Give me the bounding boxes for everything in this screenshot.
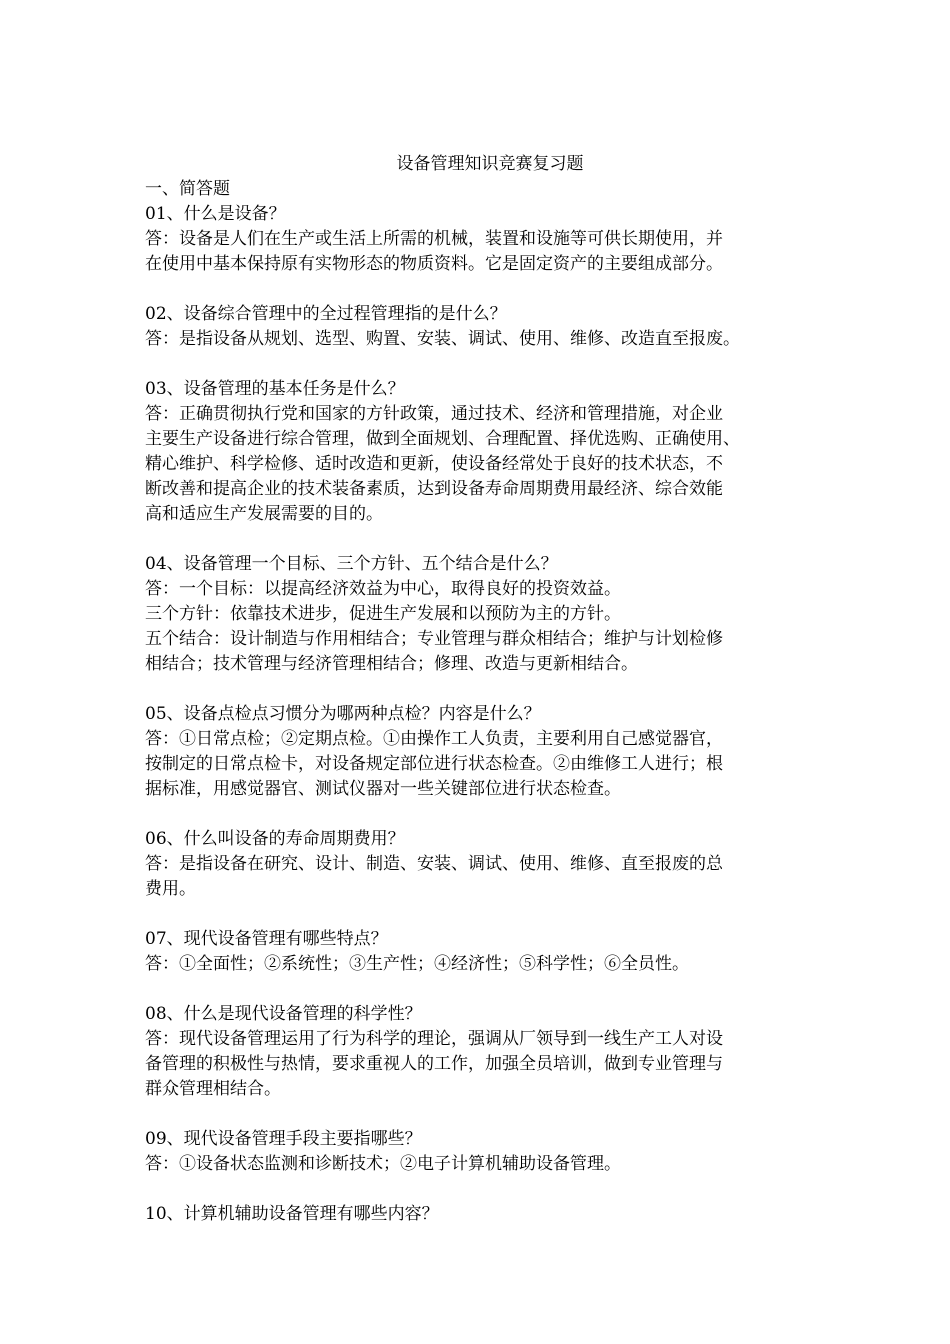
paragraph-gap bbox=[145, 352, 825, 377]
question-05: 05、设备点检点习惯分为哪两种点检？内容是什么？ bbox=[145, 704, 541, 724]
answer-01-line-2: 在使用中基本保持原有实物形态的物质资料。它是固定资产的主要组成部分。 bbox=[145, 254, 723, 274]
question-10: 10、计算机辅助设备管理有哪些内容？ bbox=[145, 1204, 439, 1224]
question-06: 06、什么叫设备的寿命周期费用？ bbox=[145, 829, 405, 849]
answer-04-line-2: 三个方针：依靠技术进步，促进生产发展和以预防为主的方针。 bbox=[145, 604, 621, 624]
document-title: 设备管理知识竞赛复习题 bbox=[396, 154, 584, 174]
answer-03-line-1: 答：正确贯彻执行党和国家的方针政策，通过技术、经济和管理措施，对企业 bbox=[145, 404, 723, 424]
answer-03-line-2: 主要生产设备进行综合管理，做到全面规划、合理配置、择优选购、正确使用、 bbox=[145, 429, 740, 449]
question-04: 04、设备管理一个目标、三个方针、五个结合是什么？ bbox=[145, 554, 558, 574]
answer-04-line-3: 五个结合：设计制造与作用相结合；专业管理与群众相结合；维护与计划检修 bbox=[145, 629, 723, 649]
paragraph-gap bbox=[145, 902, 825, 927]
question-07: 07、现代设备管理有哪些特点？ bbox=[145, 929, 388, 949]
answer-06-line-1: 答：是指设备在研究、设计、制造、安装、调试、使用、维修、直至报废的总 bbox=[145, 854, 723, 874]
paragraph-gap bbox=[145, 277, 825, 302]
answer-07-line-1: 答：①全面性；②系统性；③生产性；④经济性；⑤科学性；⑥全员性。 bbox=[145, 954, 689, 974]
answer-04-line-1: 答：一个目标：以提高经济效益为中心，取得良好的投资效益。 bbox=[145, 579, 621, 599]
question-08: 08、什么是现代设备管理的科学性？ bbox=[145, 1004, 422, 1024]
paragraph-gap bbox=[145, 1102, 825, 1127]
section-heading: 一、简答题 bbox=[145, 179, 230, 199]
answer-09-line-1: 答：①设备状态监测和诊断技术；②电子计算机辅助设备管理。 bbox=[145, 1154, 621, 1174]
answer-03-line-3: 精心维护、科学检修、适时改造和更新，使设备经常处于良好的技术状态，不 bbox=[145, 454, 723, 474]
answer-04-line-4: 相结合；技术管理与经济管理相结合；修理、改造与更新相结合。 bbox=[145, 654, 638, 674]
answer-06-line-2: 费用。 bbox=[145, 879, 196, 899]
paragraph-gap bbox=[145, 527, 825, 552]
paragraph-gap bbox=[145, 677, 825, 702]
answer-08-line-2: 备管理的积极性与热情，要求重视人的工作，加强全员培训，做到专业管理与 bbox=[145, 1054, 723, 1074]
paragraph-gap bbox=[145, 802, 825, 827]
question-01: 01、什么是设备？ bbox=[145, 204, 286, 224]
answer-08-line-1: 答：现代设备管理运用了行为科学的理论，强调从厂领导到一线生产工人对设 bbox=[145, 1029, 723, 1049]
answer-01-line-1: 答：设备是人们在生产或生活上所需的机械，装置和设施等可供长期使用，并 bbox=[145, 229, 723, 249]
answer-03-line-4: 断改善和提高企业的技术装备素质，达到设备寿命周期费用最经济、综合效能 bbox=[145, 479, 723, 499]
answer-02-line-1: 答：是指设备从规划、选型、购置、安装、调试、使用、维修、改造直至报废。 bbox=[145, 329, 740, 349]
question-02: 02、设备综合管理中的全过程管理指的是什么？ bbox=[145, 304, 507, 324]
answer-08-line-3: 群众管理相结合。 bbox=[145, 1079, 281, 1099]
answer-03-line-5: 高和适应生产发展需要的目的。 bbox=[145, 504, 383, 524]
question-09: 09、现代设备管理手段主要指哪些？ bbox=[145, 1129, 422, 1149]
paragraph-gap bbox=[145, 1177, 825, 1202]
document-body bbox=[145, 152, 825, 1227]
answer-05-line-1: 答：①日常点检；②定期点检。①由操作工人负责，主要利用自己感觉器官， bbox=[145, 729, 723, 749]
answer-05-line-2: 按制定的日常点检卡，对设备规定部位进行状态检查。②由维修工人进行；根 bbox=[145, 754, 723, 774]
question-03: 03、设备管理的基本任务是什么？ bbox=[145, 379, 405, 399]
paragraph-gap bbox=[145, 977, 825, 1002]
answer-05-line-3: 据标准，用感觉器官、测试仪器对一些关键部位进行状态检查。 bbox=[145, 779, 621, 799]
